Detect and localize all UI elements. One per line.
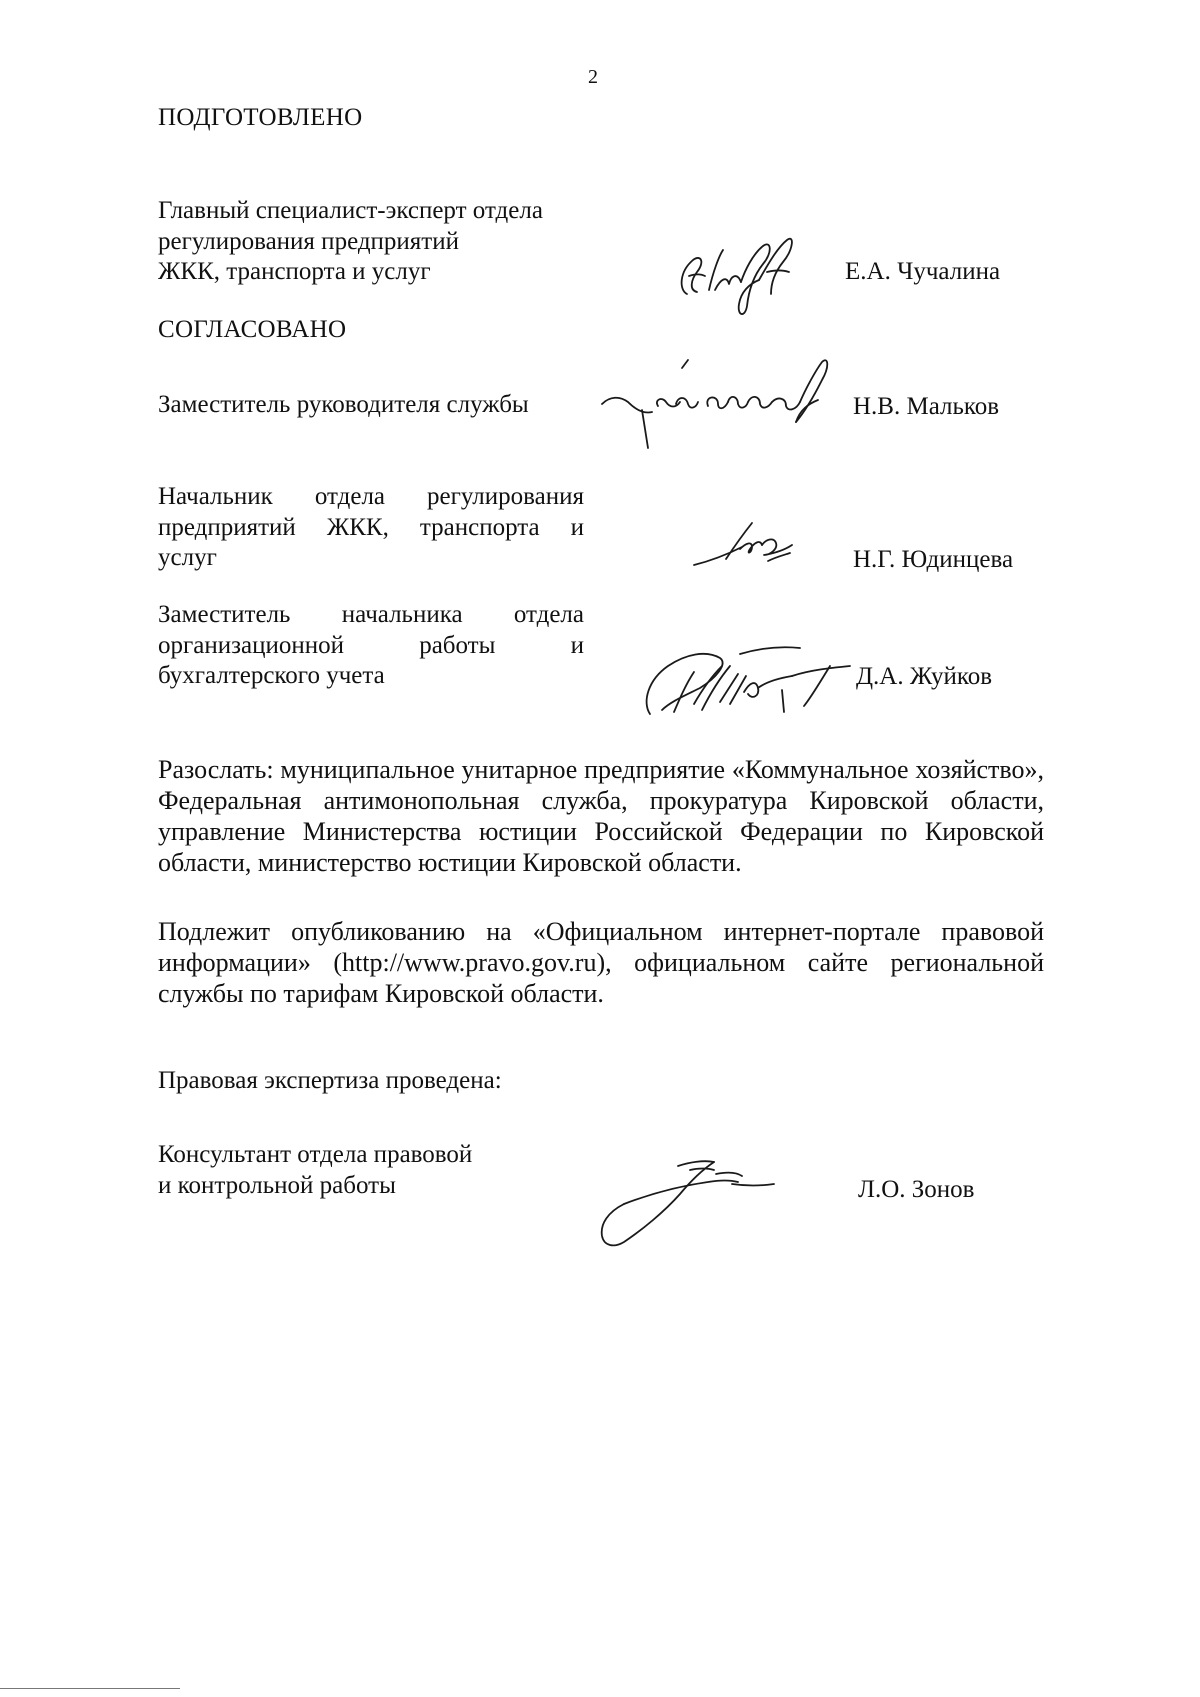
legal-review-position: [158, 1140, 598, 1201]
prepared-position: [158, 196, 598, 288]
page-number: 2: [588, 66, 598, 88]
position-line: организационной работы и: [158, 631, 584, 659]
agreed-signer-1-name: Н.В. Мальков: [853, 393, 1000, 420]
position-line: регулирования предприятий: [158, 227, 459, 255]
signature-zonov: [590, 1150, 790, 1250]
signature-yudintseva: [690, 515, 800, 575]
legal-review-heading: Правовая экспертиза проведена:: [158, 1067, 502, 1094]
agreed-signer-1-position: [158, 390, 598, 421]
position-line: бухгалтерского учета: [158, 662, 385, 689]
signature-malkov: [596, 352, 836, 462]
position-line: и контрольной работы: [158, 1171, 396, 1199]
signature-zhuikov: [640, 632, 880, 722]
agreed-signer-2-name: Н.Г. Юдинцева: [853, 546, 1014, 573]
position-line: ЖКК, транспорта и услуг: [158, 258, 431, 285]
agreed-heading: СОГЛАСОВАНО: [158, 316, 347, 343]
position-line: Главный специалист-эксперт отдела: [158, 197, 543, 224]
prepared-heading: ПОДГОТОВЛЕНО: [158, 104, 363, 131]
distribution-text: Разослать: муниципальное унитарное предприятие «Коммунальное хозяйство», Федеральная антимонопольная служба, прокуратура Кировской области, управление Министерства юстиции Российской Федерации по Кировской области, министерство юстиции Кировской области.: [158, 755, 1044, 877]
prepared-signer-name: Е.А. Чучалина: [845, 258, 1001, 285]
position-line: услуг: [158, 544, 217, 571]
position-line: Заместитель руководителя службы: [158, 391, 529, 418]
position-line: Заместитель начальника отдела: [158, 601, 584, 628]
position-line: предприятий ЖКК, транспорта и: [158, 513, 584, 541]
agreed-signer-3-position: [158, 600, 584, 692]
signature-chuchalina: [675, 232, 805, 322]
legal-review-signer-name: Л.О. Зонов: [858, 1176, 975, 1203]
position-line: Консультант отдела правовой: [158, 1141, 473, 1168]
position-line: Начальник отдела регулирования: [158, 483, 584, 510]
agreed-signer-2-position: [158, 482, 584, 574]
publication-text: Подлежит опубликованию на «Официальном интернет-портале правовой информации» (http://www.pravo.gov.ru), официальном сайте региональной службы по тарифам Кировской области.: [158, 917, 1044, 1008]
bottom-margin-line: [0, 1688, 180, 1689]
agreed-signer-3-name: Д.А. Жуйков: [856, 663, 993, 690]
